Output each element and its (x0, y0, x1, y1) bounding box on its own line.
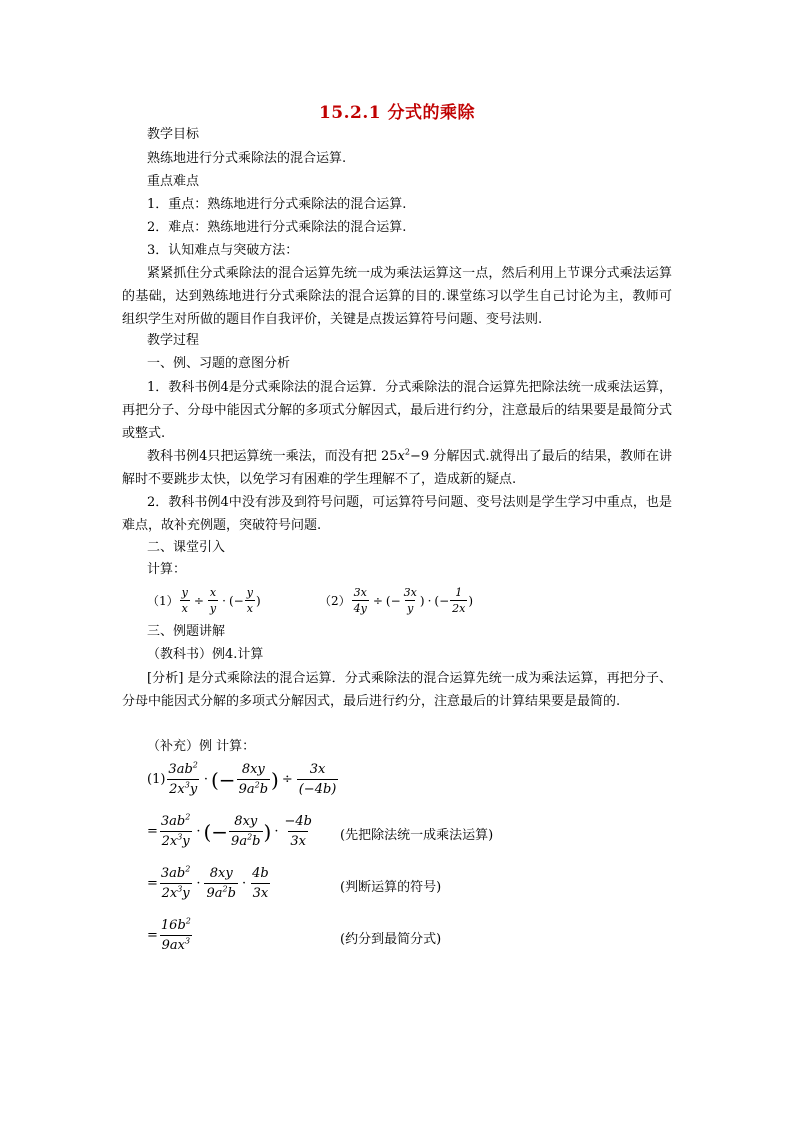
fraction: $\frac{3ab^2}{2x^3y}$ (160, 812, 191, 849)
fraction: $\frac{-4b}{3x}$ (284, 814, 312, 849)
question-2: （2） $\frac{3x}{4y}$ ÷ (− $\frac{3x}{y}$ ) · (− $\frac{1}{2x}$ ) (319, 586, 474, 615)
analysis-paragraph: [分析] 是分式乘除法的混合运算．分式乘除法的混合运算先统一成为乘法运算，再把分子、分母中能因式分解的多项式分解因式，最后进行约分，注意最后的计算结果要是最简的. (122, 671, 672, 709)
step2-note: (先把除法统一成乘法运算) (340, 828, 494, 843)
method-paragraph: 紧紧抓住分式乘除法的混合运算先统一成为乘法运算这一点，然后利用上节课分式乘法运算的基础，达到熟练地进行分式乘除法的混合运算的目的.课堂练习以学生自己讨论为主，教师可组织学生对所做的题目作自我评价，关键是点拨运算符号问题、变号法则. (122, 266, 672, 327)
solution-step-3: = $\frac{3ab^2}{2x^3y}$ · $\frac{8xy}{9a^2b}$ · $\frac{4b}{3x}$ (147, 864, 269, 901)
p2-variable: x (397, 449, 405, 464)
p2-text-after: −9 分解因式.就得出了最后的结果，教师在讲解时不要跳步太快，以免学习有困难的学生理解不了，造成新的疑点. (122, 449, 672, 487)
step3-note: (判断运算的符号) (340, 880, 442, 895)
step1-label: (1) (147, 772, 166, 787)
section1-paragraph-1: 1．教科书例4是分式乘除法的混合运算．分式乘除法的混合运算先把除法统一成乘法运算，再把分子、分母中能因式分解的多项式分解因式，最后进行约分，注意最后的结果要是最简分式或整式. (122, 380, 672, 441)
fraction: $\frac{16b^2}{9ax^3}$ (160, 916, 191, 953)
section3-heading: 三、例题讲解 (147, 624, 226, 639)
section1-paragraph-3: 2．教科书例4中没有涉及到符号问题，可运算符号问题、变号法则是学生学习中重点，也是难点，故补充例题，突破符号问题. (122, 495, 672, 533)
fraction: $\frac{8xy}{9a^2b}$ (238, 762, 269, 797)
fraction: $\frac{y}{x}$ (246, 586, 253, 615)
key-heading: 重点难点 (147, 174, 200, 189)
goal-heading: 教学目标 (147, 127, 200, 142)
calc-label: 计算： (147, 562, 187, 577)
goal-text: 熟练地进行分式乘除法的混合运算. (147, 151, 347, 166)
fraction: $\frac{3x}{4y}$ (353, 586, 367, 615)
section2-heading: 二、课堂引入 (147, 540, 226, 555)
fraction: $\frac{3x}{y}$ (403, 586, 417, 615)
solution-step-1: (1) $\frac{3ab^2}{2x^3y}$ · (− $\frac{8xy}{9a^2b}$ ) ÷ $\frac{3x}{(-4b)}$ (147, 760, 337, 797)
fraction: $\frac{8xy}{9a^2b}$ (206, 866, 236, 901)
key-point-1: 1．重点：熟练地进行分式乘除法的混合运算. (147, 197, 407, 212)
key-point-2: 2．难点：熟练地进行分式乘除法的混合运算. (147, 220, 407, 235)
fraction: $\frac{y}{x}$ (181, 586, 188, 615)
q2-label: （2） (319, 594, 351, 608)
solution-step-4: = $\frac{16b^2}{9ax^3}$ (147, 916, 191, 953)
p2-text-before: 教科书例4只把运算统一乘法，而没有把 25 (147, 449, 398, 464)
page-title: 15.2.1 分式的乘除 (318, 103, 476, 123)
process-heading: 教学过程 (147, 333, 200, 348)
fraction: $\frac{3x}{(-4b)}$ (298, 762, 337, 797)
solution-step-2: = $\frac{3ab^2}{2x^3y}$ · (− $\frac{8xy}{9a^2b}$ ) · $\frac{-4b}{3x}$ (147, 812, 312, 849)
section1-paragraph-2 (122, 445, 672, 491)
step4-note: (约分到最简分式) (340, 932, 442, 947)
p2-exponent: 2 (404, 447, 410, 457)
q1-label: （1） (147, 594, 179, 608)
supplement-label: （补充）例 计算： (147, 739, 256, 754)
question-1: （1） $\frac{y}{x}$ ÷ $\frac{x}{y}$ · (− $\frac{y}{x}$ ) (147, 586, 261, 615)
fraction: $\frac{8xy}{9a^2b}$ (231, 814, 261, 849)
section1-heading: 一、例、习题的意图分析 (147, 356, 291, 371)
example-label: （教科书）例4.计算 (147, 647, 264, 662)
fraction: $\frac{3ab^2}{2x^3y}$ (168, 760, 198, 797)
key-point-3: 3．认知难点与突破方法： (147, 243, 299, 258)
fraction: $\frac{4b}{3x}$ (252, 866, 269, 901)
fraction: $\frac{x}{y}$ (209, 586, 217, 615)
fraction: $\frac{3ab^2}{2x^3y}$ (160, 864, 191, 901)
fraction: $\frac{1}{2x}$ (452, 586, 466, 615)
